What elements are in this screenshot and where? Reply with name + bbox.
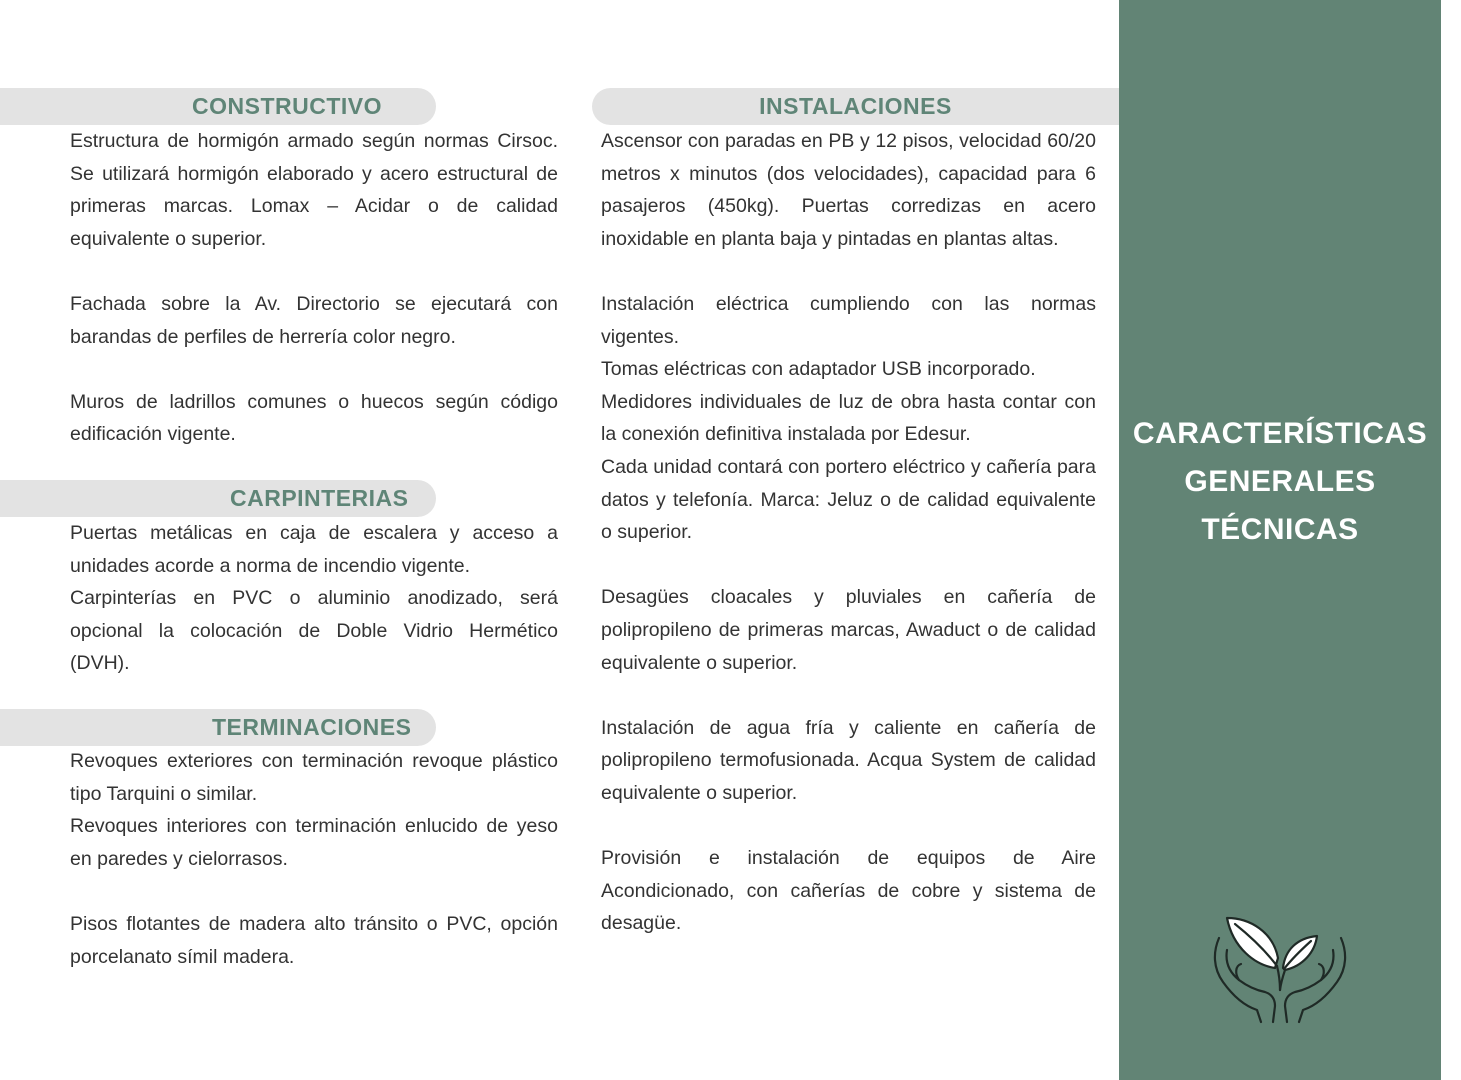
paragraph: Tomas eléctricas con adaptador USB incorporado. [601, 358, 1036, 381]
sidebar-title-line: TÉCNICAS [1201, 513, 1359, 546]
paragraph: Ascensor con paradas en PB y 12 pisos, velocidad 60/20 metros x minutos (dos velocidades), capacidad para 6 pasajeros (450kg). Puertas corredizas en acero inoxidable en planta baja y pintadas en plantas altas. [601, 130, 1096, 250]
paragraph: Carpinterías en PVC o aluminio anodizado, será opcional la colocación de Doble Vidrio Hermético (DVH). [70, 587, 558, 675]
paragraph: Estructura de hormigón armado según normas Cirsoc. Se utilizará hormigón elaborado y acero estructural de primeras marcas. Lomax – Acidar o de calidad equivalente o superior. [70, 130, 558, 250]
section-title-constructivo: CONSTRUCTIVO [192, 93, 382, 119]
section-header-terminaciones [0, 709, 436, 746]
section-title-carpinterias: CARPINTERIAS [230, 485, 409, 511]
section-header-carpinterias [0, 480, 436, 517]
section-title-instalaciones: INSTALACIONES [759, 93, 952, 119]
paragraph: Provisión e instalación de equipos de Aire Acondicionado, con cañerías de cobre y sistema de desagüe. [601, 847, 1096, 935]
section-title-terminaciones: TERMINACIONES [212, 714, 412, 740]
paragraph: Fachada sobre la Av. Directorio se ejecutará con barandas de perfiles de herrería color negro. [70, 292, 558, 348]
section-constructivo [70, 125, 558, 451]
section-carpinterias [70, 517, 558, 680]
hands-plant-icon [1205, 910, 1355, 1025]
paragraph: Desagües cloacales y pluviales en cañería de polipropileno de primeras marcas, Awaduct o de calidad equivalente o superior. [601, 586, 1096, 674]
section-header-constructivo [0, 88, 436, 125]
section-instalaciones [601, 125, 1096, 940]
paragraph: Pisos flotantes de madera alto tránsito o PVC, opción porcelanato símil madera. [70, 912, 558, 968]
paragraph: Instalación de agua fría y caliente en cañería de polipropileno termofusionada. Acqua System de calidad equivalente o superior. [601, 716, 1096, 804]
sidebar-title-line: CARACTERÍSTICAS [1132, 417, 1428, 450]
sidebar-title-line: GENERALES [1184, 465, 1376, 498]
section-header-instalaciones [592, 88, 1119, 125]
paragraph: Revoques interiores con terminación enlucido de yeso en paredes y cielorrasos. [70, 815, 558, 870]
section-terminaciones [70, 745, 558, 973]
paragraph: Cada unidad contará con portero eléctrico y cañería para datos y telefonía. Marca: Jeluz o de calidad equivalente o superior. [601, 455, 1096, 544]
paragraph: Revoques exteriores con terminación revoque plástico tipo Tarquini o similar. [70, 750, 558, 805]
paragraph: Instalación eléctrica cumpliendo con las normas vigentes. [601, 292, 1096, 348]
paragraph: Puertas metálicas en caja de escalera y acceso a unidades acorde a norma de incendio vigente. [70, 522, 558, 577]
paragraph: Medidores individuales de luz de obra hasta contar con la conexión definitiva instalada por Edesur. [601, 390, 1096, 446]
paragraph: Muros de ladrillos comunes o huecos según código edificación vigente. [70, 390, 558, 446]
sidebar-title [1119, 410, 1441, 554]
